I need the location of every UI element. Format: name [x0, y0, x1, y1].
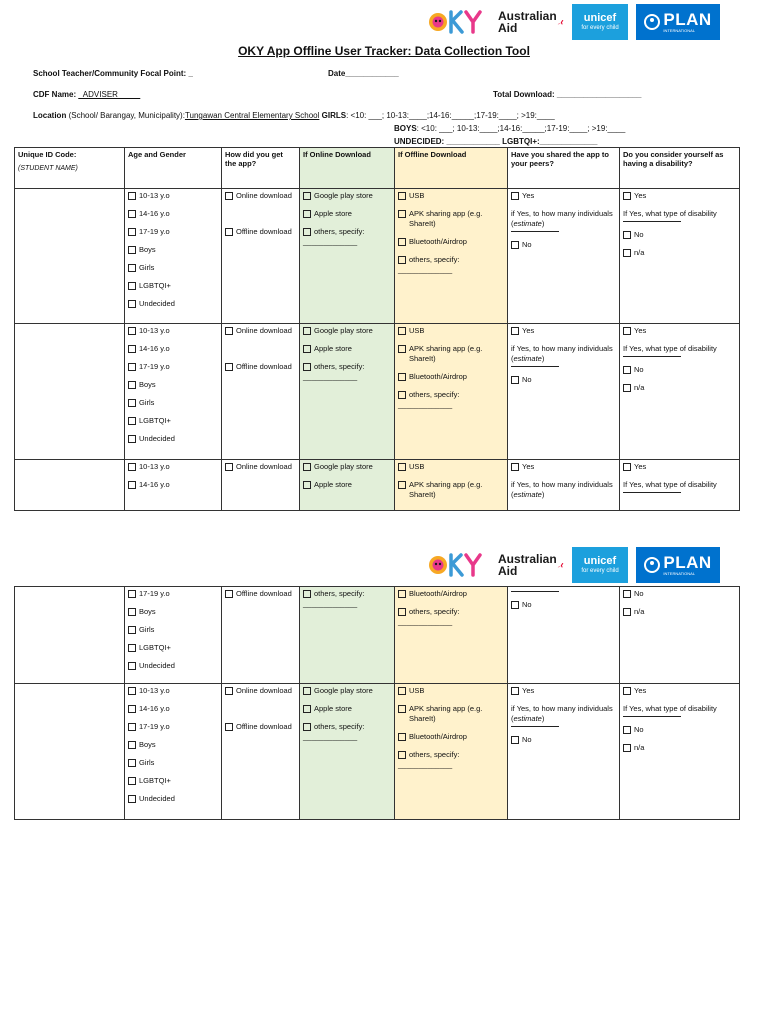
checkbox-offline-download[interactable]: Offline download	[225, 227, 296, 237]
checkbox-disability-na[interactable]: n/a	[623, 383, 736, 393]
checkbox-disability-yes[interactable]: Yes	[623, 326, 736, 336]
how-cell	[222, 684, 300, 820]
oky-logo	[428, 4, 490, 40]
focal-point-value: _	[188, 69, 193, 78]
checkbox-undecided[interactable]: Undecided	[128, 794, 218, 804]
student-id-cell[interactable]	[15, 684, 125, 820]
checkbox-girls[interactable]: Girls	[128, 758, 218, 768]
checkbox-undecided[interactable]: Undecided	[128, 661, 218, 671]
student-name-hint: (STUDENT NAME)	[18, 165, 78, 172]
col-how: How did you get the app?	[222, 148, 300, 189]
disability-type-blank[interactable]	[623, 490, 681, 493]
checkbox-disability-na[interactable]: n/a	[623, 743, 736, 753]
checkbox-age-10-13[interactable]: 10-13 y.o	[128, 686, 218, 696]
table-row	[15, 324, 740, 460]
checkbox-online-others[interactable]: others, specify:	[303, 722, 391, 732]
unicef-logo: unicef for every child	[572, 547, 628, 583]
disability-cell	[620, 324, 740, 460]
checkbox-lgbtqi[interactable]: LGBTQI+	[128, 281, 218, 291]
checkbox-apple-store[interactable]: Apple store	[303, 704, 391, 714]
kangaroo-icon	[557, 11, 564, 33]
boys-counts: : <10: ___; 10-13:____;14-16:_____;17-19:____; >19:____	[416, 124, 626, 133]
online-others-blank[interactable]: _____________	[303, 599, 358, 608]
oky-logo	[428, 547, 490, 583]
checkbox-age-14-16[interactable]: 14-16 y.o	[128, 209, 218, 219]
checkbox-disability-na[interactable]: n/a	[623, 607, 736, 617]
checkbox-offline-download[interactable]: Offline download	[225, 722, 296, 732]
cdf-name-label: CDF Name:	[33, 90, 77, 99]
checkbox-apk-sharing[interactable]: APK sharing app (e.g. ShareIt)	[398, 344, 504, 364]
table-header-row	[15, 148, 740, 189]
shared-count-prompt: if Yes, to how many individuals (estimate)	[511, 480, 613, 499]
student-id-cell[interactable]	[15, 460, 125, 511]
disability-type-blank[interactable]	[623, 219, 681, 222]
offline-others-blank[interactable]: _____________	[398, 265, 453, 274]
checkbox-disability-yes[interactable]: Yes	[623, 686, 736, 696]
checkbox-usb[interactable]: USB	[398, 686, 504, 696]
disability-cell	[620, 587, 740, 684]
shared-count-prompt: if Yes, to how many individuals (estimate)	[511, 704, 613, 723]
checkbox-age-17-19[interactable]: 17-19 y.o	[128, 227, 218, 237]
boys-label: BOYS	[394, 124, 417, 133]
checkbox-bluetooth[interactable]: Bluetooth/Airdrop	[398, 589, 504, 599]
shared-count-blank[interactable]	[511, 229, 559, 232]
offline-cell	[395, 684, 508, 820]
logo-bar	[428, 547, 720, 583]
disability-type-blank[interactable]	[623, 354, 681, 357]
checkbox-lgbtqi[interactable]: LGBTQI+	[128, 643, 218, 653]
col-age: Age and Gender	[125, 148, 222, 189]
checkbox-lgbtqi[interactable]: LGBTQI+	[128, 776, 218, 786]
col-shared: Have you shared the app to your peers?	[508, 148, 620, 189]
checkbox-shared-no[interactable]: No	[511, 735, 616, 745]
total-download-field[interactable]	[493, 90, 641, 99]
disability-cell	[620, 189, 740, 324]
date-value: ____________	[345, 69, 399, 78]
total-download-label: Total Download:	[493, 90, 555, 99]
checkbox-age-17-19[interactable]: 17-19 y.o	[128, 722, 218, 732]
shared-count-blank[interactable]	[511, 589, 559, 592]
checkbox-lgbtqi[interactable]: LGBTQI+	[128, 416, 218, 426]
boys-field[interactable]	[394, 124, 625, 133]
shared-cell	[508, 189, 620, 324]
shared-cell	[508, 684, 620, 820]
checkbox-online-download[interactable]: Online download	[225, 686, 296, 696]
checkbox-online-download[interactable]: Online download	[225, 326, 296, 336]
checkbox-offline-download[interactable]: Offline download	[225, 362, 296, 372]
tracker-table-page-1	[14, 147, 740, 511]
plan-international-logo: PLAN INTERNATIONAL	[636, 4, 720, 40]
checkbox-boys[interactable]: Boys	[128, 740, 218, 750]
total-download-value: ___________________	[556, 90, 642, 99]
checkbox-disability-no[interactable]: No	[623, 365, 736, 375]
checkbox-google-play[interactable]: Google play store	[303, 462, 391, 472]
col-online: If Online Download	[300, 148, 395, 189]
disability-type-prompt: If Yes, what type of disability	[623, 480, 717, 489]
table-row	[15, 460, 740, 511]
table-row	[15, 587, 740, 684]
age-gender-cell	[125, 189, 222, 324]
location-field[interactable]	[33, 111, 555, 120]
date-label: Date	[328, 69, 346, 78]
checkbox-apk-sharing[interactable]: APK sharing app (e.g. ShareIt)	[398, 480, 504, 500]
table-row	[15, 189, 740, 324]
checkbox-offline-others[interactable]: others, specify:	[398, 390, 504, 400]
checkbox-undecided[interactable]: Undecided	[128, 434, 218, 444]
undecided-lgbtqi-field[interactable]	[394, 137, 598, 146]
checkbox-usb[interactable]: USB	[398, 191, 504, 201]
cdf-name-field[interactable]	[33, 90, 140, 99]
offline-others-blank[interactable]: _____________	[398, 760, 453, 769]
checkbox-age-17-19[interactable]: 17-19 y.o	[128, 362, 218, 372]
checkbox-usb[interactable]: USB	[398, 462, 504, 472]
checkbox-bluetooth[interactable]: Bluetooth/Airdrop	[398, 732, 504, 742]
checkbox-girls[interactable]: Girls	[128, 398, 218, 408]
checkbox-boys[interactable]: Boys	[128, 380, 218, 390]
location-value: Tungawan Central Elementary School	[184, 111, 320, 120]
location-hint: (School/ Barangay, Municipality):	[68, 111, 185, 120]
checkbox-girls[interactable]: Girls	[128, 263, 218, 273]
girls-counts: : <10: ___; 10-13:____;14-16:_____;17-19:____; >19:____	[346, 111, 555, 120]
disability-cell	[620, 684, 740, 820]
how-cell	[222, 189, 300, 324]
checkbox-disability-no[interactable]: No	[623, 589, 736, 599]
unicef-logo: unicef for every child	[572, 4, 628, 40]
checkbox-google-play[interactable]: Google play store	[303, 686, 391, 696]
offline-others-blank[interactable]: _____________	[398, 617, 453, 626]
checkbox-online-others[interactable]: others, specify:	[303, 589, 391, 599]
checkbox-shared-no[interactable]: No	[511, 375, 616, 385]
online-others-blank[interactable]: _____________	[303, 237, 358, 246]
col-disability: Do you consider yourself as having a disability?	[620, 148, 740, 189]
undecided-value: ____________	[446, 137, 500, 146]
how-cell	[222, 587, 300, 684]
disability-cell	[620, 460, 740, 511]
how-cell	[222, 460, 300, 511]
checkbox-disability-no[interactable]: No	[623, 230, 736, 240]
lgbtqi-value: _____________	[539, 137, 598, 146]
online-cell	[300, 460, 395, 511]
checkbox-shared-no[interactable]: No	[511, 240, 616, 250]
checkbox-age-10-13[interactable]: 10-13 y.o	[128, 326, 218, 336]
page-title: OKY App Offline User Tracker: Data Collection Tool	[238, 44, 530, 58]
checkbox-boys[interactable]: Boys	[128, 245, 218, 255]
student-id-cell[interactable]	[15, 189, 125, 324]
checkbox-online-download[interactable]: Online download	[225, 191, 296, 201]
checkbox-undecided[interactable]: Undecided	[128, 299, 218, 309]
checkbox-shared-yes[interactable]: Yes	[511, 326, 616, 336]
shared-cell	[508, 587, 620, 684]
australian-aid-logo: Australian Aid	[498, 547, 564, 583]
checkbox-google-play[interactable]: Google play store	[303, 191, 391, 201]
checkbox-shared-no[interactable]: No	[511, 600, 616, 610]
checkbox-apk-sharing[interactable]: APK sharing app (e.g. ShareIt)	[398, 704, 504, 724]
checkbox-shared-yes[interactable]: Yes	[511, 686, 616, 696]
checkbox-apple-store[interactable]: Apple store	[303, 480, 391, 490]
col-offline: If Offline Download	[395, 148, 508, 189]
checkbox-age-14-16[interactable]: 14-16 y.o	[128, 480, 218, 490]
checkbox-apple-store[interactable]: Apple store	[303, 209, 391, 219]
how-cell	[222, 324, 300, 460]
kangaroo-icon	[557, 554, 564, 576]
shared-count-blank[interactable]	[511, 364, 559, 367]
disability-type-prompt: If Yes, what type of disability	[623, 209, 717, 218]
online-others-blank[interactable]: _____________	[303, 732, 358, 741]
focal-point-field[interactable]	[33, 69, 193, 78]
checkbox-online-others[interactable]: others, specify:	[303, 362, 391, 372]
checkbox-bluetooth[interactable]: Bluetooth/Airdrop	[398, 237, 504, 247]
checkbox-apple-store[interactable]: Apple store	[303, 344, 391, 354]
offline-cell	[395, 189, 508, 324]
online-cell	[300, 684, 395, 820]
disability-type-blank[interactable]	[623, 714, 681, 717]
date-field[interactable]	[328, 69, 399, 78]
student-id-cell[interactable]	[15, 324, 125, 460]
plan-international-logo: PLAN INTERNATIONAL	[636, 547, 720, 583]
shared-count-prompt: if Yes, to how many individuals (estimate)	[511, 209, 613, 228]
australian-aid-logo: Australian Aid	[498, 4, 564, 40]
online-cell	[300, 189, 395, 324]
checkbox-disability-yes[interactable]: Yes	[623, 462, 736, 472]
age-gender-cell	[125, 684, 222, 820]
tracker-table-page-2	[14, 586, 740, 820]
age-gender-cell	[125, 587, 222, 684]
offline-others-blank[interactable]: _____________	[398, 400, 453, 409]
col-id: Unique ID Code: (STUDENT NAME)	[15, 148, 125, 189]
checkbox-online-download[interactable]: Online download	[225, 462, 296, 472]
shared-cell	[508, 324, 620, 460]
plan-figure-icon	[644, 557, 660, 573]
checkbox-disability-no[interactable]: No	[623, 725, 736, 735]
checkbox-age-10-13[interactable]: 10-13 y.o	[128, 191, 218, 201]
girls-label: GIRLS	[321, 111, 347, 120]
logo-bar	[428, 4, 720, 40]
undecided-label: UNDECIDED:	[394, 137, 445, 146]
offline-cell	[395, 324, 508, 460]
offline-cell	[395, 587, 508, 684]
shared-count-blank[interactable]	[511, 724, 559, 727]
checkbox-age-14-16[interactable]: 14-16 y.o	[128, 704, 218, 714]
checkbox-shared-yes[interactable]: Yes	[511, 191, 616, 201]
lgbtqi-label: LGBTQI+:	[502, 137, 540, 146]
checkbox-age-10-13[interactable]: 10-13 y.o	[128, 462, 218, 472]
online-cell	[300, 587, 395, 684]
online-cell	[300, 324, 395, 460]
checkbox-google-play[interactable]: Google play store	[303, 326, 391, 336]
shared-cell	[508, 460, 620, 511]
table-row	[15, 684, 740, 820]
student-id-cell[interactable]	[15, 587, 125, 684]
online-others-blank[interactable]: _____________	[303, 372, 358, 381]
disability-type-prompt: If Yes, what type of disability	[623, 344, 717, 353]
checkbox-disability-yes[interactable]: Yes	[623, 191, 736, 201]
checkbox-boys[interactable]: Boys	[128, 607, 218, 617]
checkbox-age-17-19[interactable]: 17-19 y.o	[128, 589, 218, 599]
checkbox-online-others[interactable]: others, specify:	[303, 227, 391, 237]
age-gender-cell	[125, 460, 222, 511]
checkbox-offline-download[interactable]: Offline download	[225, 589, 296, 599]
checkbox-girls[interactable]: Girls	[128, 625, 218, 635]
checkbox-usb[interactable]: USB	[398, 326, 504, 336]
checkbox-shared-yes[interactable]: Yes	[511, 462, 616, 472]
cdf-name-value: _ADVISER_____	[78, 90, 141, 99]
disability-type-prompt: If Yes, what type of disability	[623, 704, 717, 713]
checkbox-apk-sharing[interactable]: APK sharing app (e.g. ShareIt)	[398, 209, 504, 229]
checkbox-offline-others[interactable]: others, specify:	[398, 607, 504, 617]
checkbox-age-14-16[interactable]: 14-16 y.o	[128, 344, 218, 354]
offline-cell	[395, 460, 508, 511]
plan-figure-icon	[644, 14, 660, 30]
location-label: Location	[33, 111, 67, 120]
checkbox-disability-na[interactable]: n/a	[623, 248, 736, 258]
checkbox-bluetooth[interactable]: Bluetooth/Airdrop	[398, 372, 504, 382]
checkbox-offline-others[interactable]: others, specify:	[398, 255, 504, 265]
shared-count-prompt: if Yes, to how many individuals (estimate)	[511, 344, 613, 363]
checkbox-offline-others[interactable]: others, specify:	[398, 750, 504, 760]
age-gender-cell	[125, 324, 222, 460]
focal-point-label: School Teacher/Community Focal Point:	[33, 69, 187, 78]
